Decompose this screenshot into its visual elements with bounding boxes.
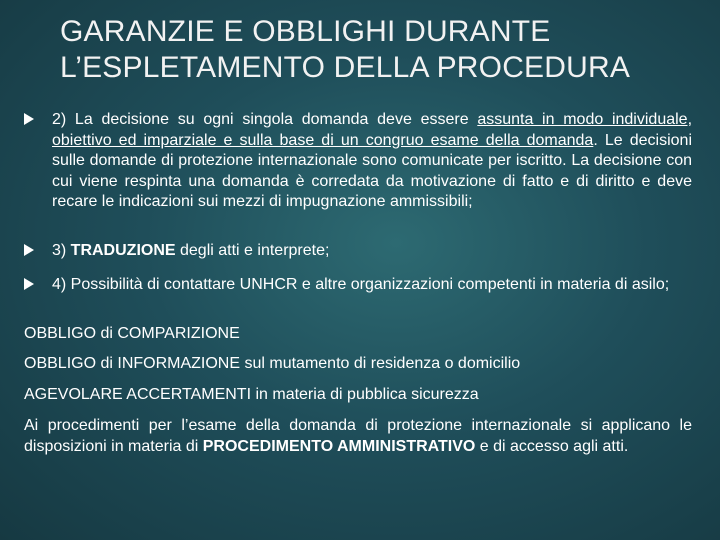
bullet-arrow-icon — [24, 244, 34, 256]
line-accertamenti: AGEVOLARE ACCERTAMENTI in materia di pubblica sicurezza — [24, 386, 479, 403]
bullet-arrow-icon — [24, 278, 34, 290]
line-informazione: OBBLIGO di INFORMAZIONE sul mutamento di residenza o domicilio — [24, 355, 521, 372]
bullet-traduzione — [52, 241, 692, 262]
bullet-arrow-icon — [24, 113, 34, 125]
bullet-traduzione-bold: TRADUZIONE — [70, 242, 176, 259]
bullet-traduzione-rest: degli atti e interprete; — [175, 242, 330, 259]
bullet-unhcr: 4) Possibilità di contattare UNHCR e altre organizzazioni competenti in materia di asilo; — [52, 276, 670, 293]
closing-bold: PROCEDIMENTO AMMINISTRATIVO — [202, 437, 476, 455]
bullet-traduzione-prefix: 3) — [52, 242, 71, 259]
line-comparizione: OBBLIGO di COMPARIZIONE — [24, 325, 240, 342]
bullet-decisione-text-a: 2) La decisione su ogni singola domanda deve essere — [52, 111, 478, 128]
bullet-decisione — [52, 110, 692, 213]
bullet-decisione-underlined: assunta in modo individuale, obiettivo ed imparziale e sulla base di un congruo esame della domanda — [52, 111, 693, 149]
closing-text-a: Ai procedimenti per l’esame della domanda di protezione internazionale si applicano le disposizioni in materia di — [24, 417, 692, 455]
closing-text-b: e di accesso agli atti. — [475, 437, 629, 455]
slide-title: GARANZIE E OBBLIGHI DURANTE L’ESPLETAMENTO DELLA PROCEDURA — [60, 15, 631, 84]
bullet-decisione-text-b: . Le decisioni sulle domande di protezione internazionale sono comunicate per iscritto. La decisione con cui viene respinta una domanda è corredata da motivazione di fatto e di diritto e deve recare le indicazioni sui mezzi di impugnazione ammissibili; — [52, 131, 692, 210]
closing-paragraph — [24, 416, 692, 457]
